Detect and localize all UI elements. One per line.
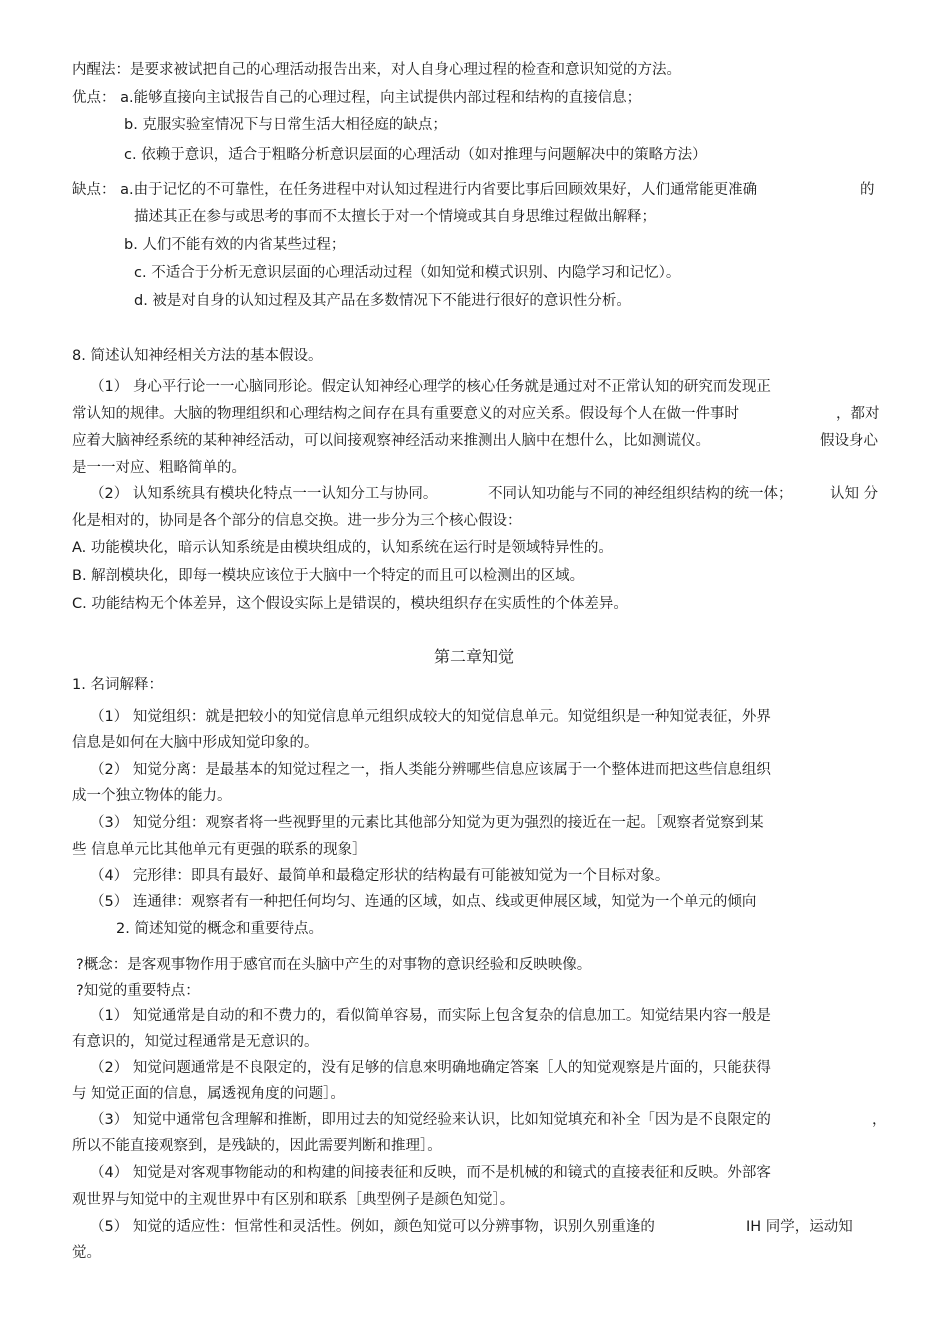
term-1-line-2: 信息是如何在大脑中形成知觉印象的。 — [72, 735, 319, 751]
term-4: （4） 完形律：即具有最好、最简单和最稳定形状的结构最有可能被知觉为一个目标对象。 — [90, 868, 670, 884]
question-8: 8. 简述认知神经相关方法的基本假设。 — [72, 348, 323, 364]
term-2-line-1: （2） 知觉分离：是最基本的知觉过程之一，指人类能分辨哪些信息应该属于一个整体进而把这些信息组织 — [90, 762, 771, 778]
assumption-1-line-2-tail: ，都对 — [836, 406, 880, 422]
assumption-2-line-1-tail: 认知 分 — [830, 486, 879, 502]
feature-5-line-2: 觉。 — [72, 1245, 101, 1261]
assumption-1-line-2: 常认知的规律。大脑的物理组织和心理结构之间存在具有重要意义的对应关系。假设每个人在做一件事时 — [72, 406, 739, 422]
feature-5-line-1-tail: IH 同学，运动知 — [746, 1219, 853, 1235]
feature-2-line-2: 与 知觉正面的信息，属透视角度的问题］。 — [72, 1086, 345, 1102]
advantages-line-b: b. 克服实验室情况下与日常生活大相径庭的缺点； — [124, 117, 447, 133]
assumption-1-line-3: 应着大脑神经系统的某种神经活动，可以间接观察神经活动来推测出人脑中在想什么，比如测谎仪。 — [72, 433, 710, 449]
feature-5-line-1: （5） 知觉的适应性：恒常性和灵活性。例如，颜色知觉可以分辨事物，识别久别重逢的 — [90, 1219, 655, 1235]
disadvantages-line-c: c. 不适合于分析无意识层面的心理活动过程（如知觉和模式识别、内隐学习和记忆）。 — [134, 265, 681, 281]
term-5: （5） 连通律：观察者有一种把任何均匀、连通的区域，如点、线或更伸展区域，知觉为一个单元的倾向 — [90, 894, 757, 910]
introspection-definition: 内醒法：是要求被试把自己的心理活动报告出来，对人自身心理过程的检查和意识知觉的方法。 — [72, 62, 681, 78]
assumption-1-line-1: （1） 身心平行论一一心脑同形论。假定认知神经心理学的核心任务就是通过对不正常认知的研究而发现正 — [90, 379, 771, 395]
disadvantages-line-b: b. 人们不能有效的内省某些过程； — [124, 237, 346, 253]
features-heading: ?知觉的重要特点： — [76, 983, 200, 999]
disadvantages-line-a: 缺点： a.由于记忆的不可靠性，在任务进程中对认知过程进行内省要比事后回顾效果好，人们通常能更准确 — [72, 182, 758, 198]
assumption-1-line-3-tail: 假设身心 — [820, 433, 878, 449]
assumption-C: C. 功能结构无个体差异，这个假设实际上是错误的，模块组织存在实质性的个体差异。 — [72, 596, 628, 612]
concept-line: ?概念：是客观事物作用于感官而在头脑中产生的对事物的意识经验和反映映像。 — [76, 957, 592, 973]
term-3-line-1: （3） 知觉分组：观察者将一些视野里的元素比其他部分知觉为更为强烈的接近在一起。［观察者觉察到某 — [90, 815, 764, 831]
feature-1-line-1: （1） 知觉通常是自动的和不费力的，看似简单容易，而实际上包含复杂的信息加工。知觉结果内容一般是 — [90, 1008, 771, 1024]
feature-2-line-1: （2） 知觉问题通常是不良限定的，没有足够的信息來明确地确定答案［人的知觉观察是片面的，只能获得 — [90, 1060, 771, 1076]
feature-4-line-2: 观世界与知觉中的主观世界中有区别和联系［典型例子是颜色知觉］。 — [72, 1192, 515, 1208]
assumption-2-line-1-mid: 不同认知功能与不同的神经组织结构的统一体； — [488, 486, 793, 502]
assumption-2-line-1: （2） 认知系统具有模块化特点一一认知分工与协同。 — [90, 486, 438, 502]
feature-1-line-2: 有意识的，知觉过程通常是无意识的。 — [72, 1034, 319, 1050]
advantages-line-a: 优点： a.能够直接向主试报告自己的心理过程，向主试提供内部过程和结构的直接信息； — [72, 90, 642, 106]
term-2-line-2: 成一个独立物体的能力。 — [72, 788, 232, 804]
feature-3-line-2: 所以不能直接观察到，是残缺的，因此需要判断和推理］。 — [72, 1138, 442, 1154]
disadvantages-line-d: d. 被是对自身的认知过程及其产品在多数情况下不能进行很好的意识性分析。 — [134, 293, 631, 309]
assumption-A: A. 功能模块化，暗示认知系统是由模块组成的，认知系统在运行时是领域特异性的。 — [72, 540, 613, 556]
feature-3-line-1: （3） 知觉中通常包含理解和推断，即用过去的知觉经验来认识，比如知觉填充和补全「因为是不良限定的 — [90, 1112, 771, 1128]
term-question: 1. 名词解释： — [72, 677, 163, 693]
term-3-line-2: 些 信息单元比其他单元有更强的联系的现象］ — [72, 842, 367, 858]
feature-4-line-1: （4） 知觉是对客观事物能动的和构建的间接表征和反映，而不是机械的和镜式的直接表征和反映。外部客 — [90, 1165, 771, 1181]
term-1-line-1: （1） 知觉组织：就是把较小的知觉信息单元组织成较大的知觉信息单元。知觉组织是一种知觉表征，外界 — [90, 709, 771, 725]
advantages-line-c: c. 依赖于意识，适合于粗略分析意识层面的心理活动（如对推理与问题解决中的策略方法） — [124, 147, 707, 163]
assumption-2-line-2: 化是相对的，协同是各个部分的信息交换。进一步分为三个核心假设： — [72, 513, 522, 529]
question-2: 2. 简述知觉的概念和重要待点。 — [116, 921, 323, 937]
assumption-B: B. 解剖模块化，即每一模块应该位于大脑中一个特定的而且可以检测出的区域。 — [72, 568, 585, 584]
disadvantages-line-a-tail: 的 — [860, 182, 875, 198]
chapter-title: 第二章知觉 — [434, 647, 515, 666]
disadvantages-line-a-cont: 描述其正在参与或思考的事而不太擅长于对一个情境或其自身思维过程做出解释； — [134, 209, 656, 225]
assumption-1-line-4: 是一一对应、粗略简单的。 — [72, 460, 246, 476]
feature-3-line-1-tail: ， — [872, 1112, 887, 1128]
